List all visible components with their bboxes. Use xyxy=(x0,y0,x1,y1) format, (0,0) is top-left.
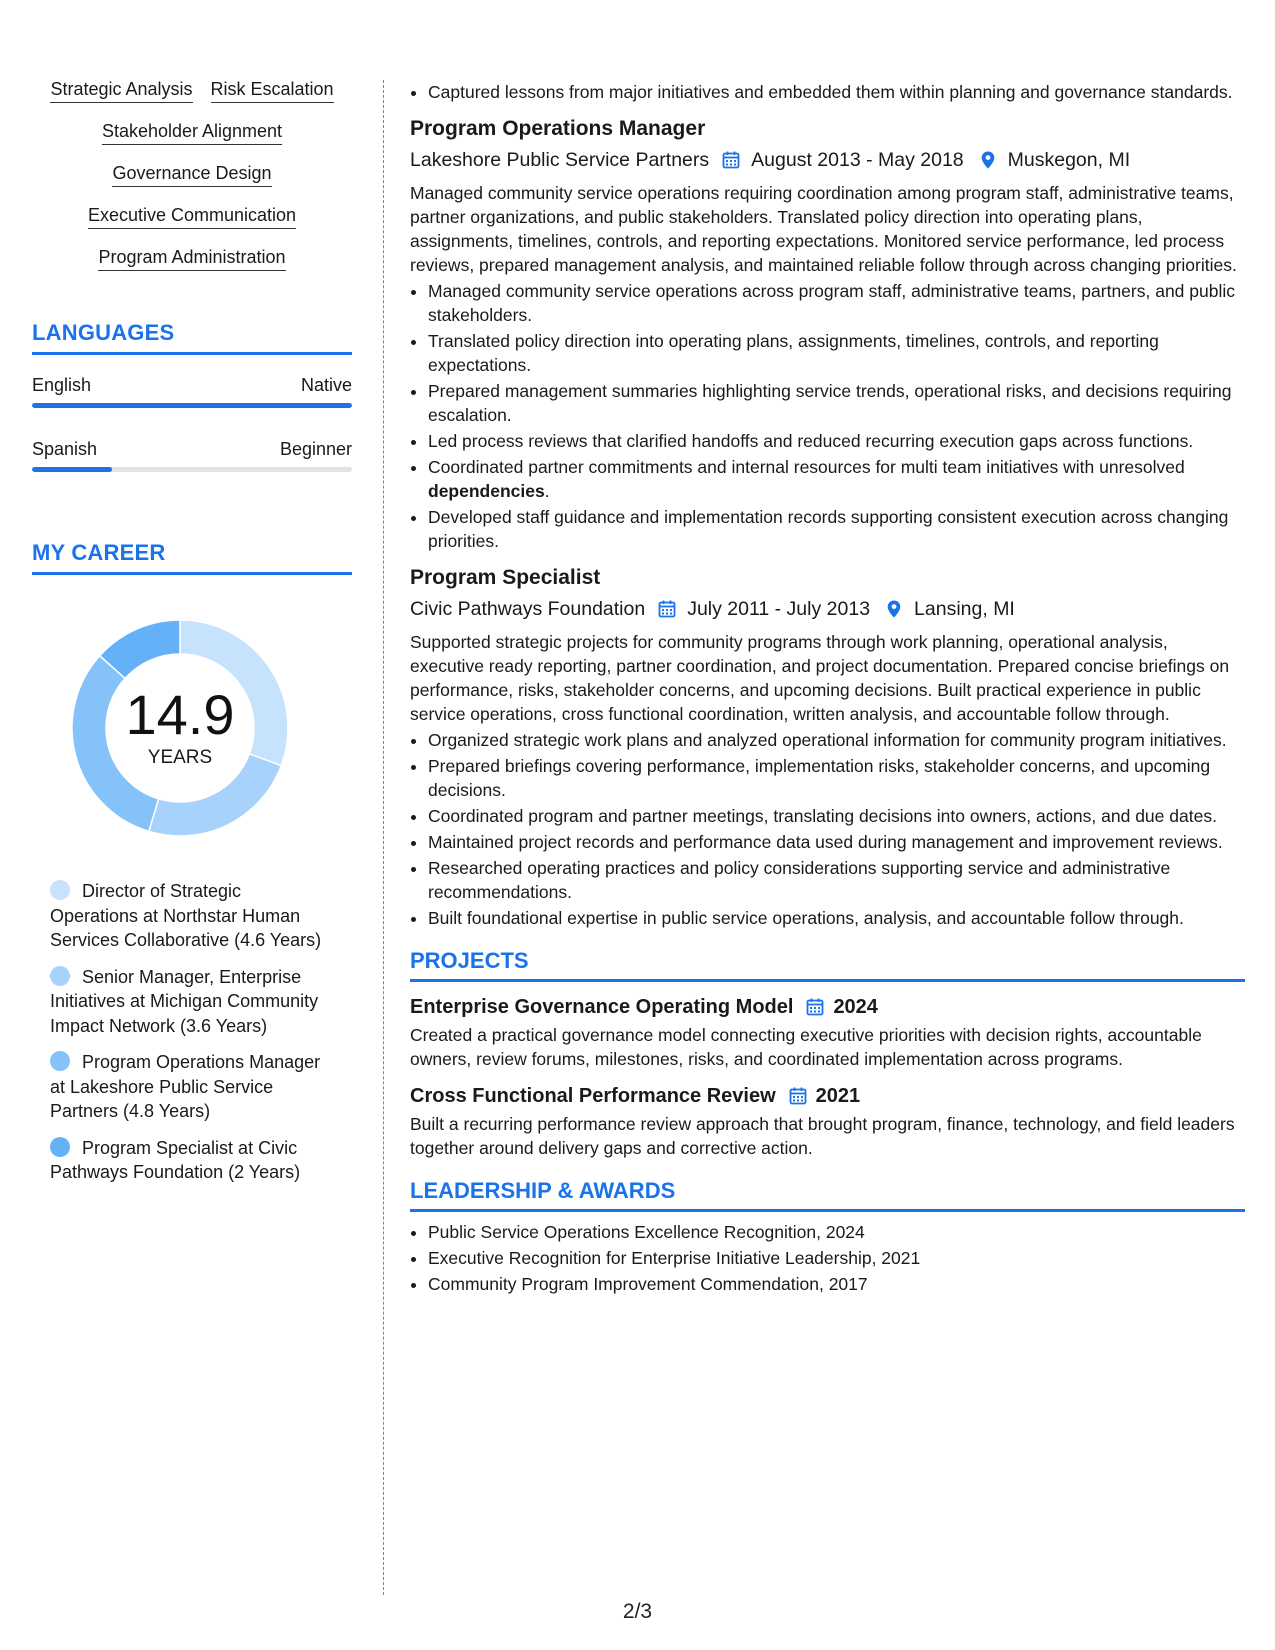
languages-section xyxy=(32,320,352,472)
sidebar xyxy=(32,78,352,1197)
project-entry xyxy=(410,1083,1245,1160)
career-total-years: 14.9 xyxy=(125,683,235,746)
legend-dot xyxy=(50,966,70,986)
job-entry xyxy=(410,565,1245,930)
bullet-item: • Prepared management summaries highlighting service trends, operational risks, and decisions requiring escalation. xyxy=(428,379,1245,427)
job-title: Program Specialist xyxy=(410,566,601,589)
job-meta xyxy=(410,147,1245,173)
language-level: Native xyxy=(300,375,352,395)
job-company: Civic Pathways Foundation xyxy=(410,598,646,620)
legend-label: Senior Manager, Enterprise Initiatives at Michigan Community Impact Network (3.6 Years) xyxy=(50,966,319,1036)
bullet-item: • Led process reviews that clarified handoffs and reduced recurring execution gaps across functions. xyxy=(428,429,1245,453)
column-divider xyxy=(383,80,384,1595)
language-item xyxy=(32,439,352,472)
job-summary: Supported strategic projects for community programs through work planning, operational analysis, executive ready reporting, partner coordination, and project documentation. Prepared concise briefings on performance, risks, stakeholder concerns, and upcoming decisions. Built practical experience in public service operations, cross functional coordination, written analysis, and accountable follow through. xyxy=(410,632,1230,724)
job-dates: August 2013 - May 2018 xyxy=(751,149,964,171)
legend-item xyxy=(50,1050,330,1124)
awards-list xyxy=(410,1220,1245,1296)
job-location: Muskegon, MI xyxy=(1007,149,1131,171)
main-content xyxy=(410,80,1245,1298)
career-total-unit: YEARS xyxy=(147,747,213,768)
page-number: 2/3 xyxy=(622,1600,653,1623)
award-item: • Public Service Operations Excellence Recognition, 2024 xyxy=(428,1220,1245,1244)
language-item xyxy=(32,375,352,408)
location-pin-icon xyxy=(884,599,904,619)
bullet-item: • Managed community service operations across program staff, administrative teams, partners, and public stakeholders. xyxy=(428,279,1245,327)
bullet-item: • Developed staff guidance and implementation records supporting consistent execution across changing priorities. xyxy=(428,505,1245,553)
bullet-item: • Coordinated program and partner meetings, translating decisions into owners, actions, and due dates. xyxy=(428,804,1245,828)
legend-dot xyxy=(50,1137,70,1157)
languages-heading: LANGUAGES xyxy=(32,320,352,355)
projects-heading: PROJECTS xyxy=(410,948,1245,982)
project-entry xyxy=(410,994,1245,1071)
bullet-item: • Built foundational expertise in public service operations, analysis, and accountable follow through. xyxy=(428,906,1245,930)
job-meta xyxy=(410,596,1245,622)
career-heading: MY CAREER xyxy=(32,540,352,575)
bullet-text: . xyxy=(544,481,550,501)
award-item: • Executive Recognition for Enterprise Initiative Leadership, 2021 xyxy=(428,1246,1245,1270)
legend-label: Director of Strategic Operations at Northstar Human Services Collaborative (4.6 Years) xyxy=(50,881,322,950)
language-level: Beginner xyxy=(279,439,352,459)
legend-label: Program Operations Manager at Lakeshore Public Service Partners (4.8 Years) xyxy=(50,1052,321,1121)
language-name: Spanish xyxy=(32,439,98,459)
skill-tag: Program Administration xyxy=(98,246,285,271)
language-bar xyxy=(32,403,352,408)
job-dates: July 2011 - July 2013 xyxy=(687,598,871,620)
language-name: English xyxy=(32,375,92,395)
legend-item xyxy=(50,879,330,953)
skill-tag: Governance Design xyxy=(112,162,271,187)
skill-tag: Executive Communication xyxy=(88,204,296,229)
legend-label: Program Specialist at Civic Pathways Foundation (2 Years) xyxy=(50,1137,301,1182)
job-title: Program Operations Manager xyxy=(410,117,706,140)
project-description: Built a recurring performance review approach that brought program, finance, technology, and field leaders together around delivery gaps and corrective action. xyxy=(410,1114,1235,1158)
bullet-text: Coordinated partner commitments and internal resources for multi team initiatives with unresolved xyxy=(428,457,1185,477)
location-pin-icon xyxy=(978,150,998,170)
calendar-icon xyxy=(721,150,741,170)
career-legend xyxy=(50,879,330,1185)
award-item: • Community Program Improvement Commendation, 2017 xyxy=(428,1272,1245,1296)
project-year: 2021 xyxy=(815,1085,861,1107)
awards-heading: LEADERSHIP & AWARDS xyxy=(410,1178,1245,1212)
job-entry xyxy=(410,116,1245,553)
career-donut-chart xyxy=(65,613,295,843)
calendar-icon xyxy=(788,1086,808,1106)
job-location: Lansing, MI xyxy=(914,598,1015,620)
bullet-item xyxy=(428,455,1245,503)
skill-tag: Stakeholder Alignment xyxy=(102,120,282,145)
bullet-bold-text: dependencies xyxy=(428,481,545,501)
language-bar xyxy=(32,467,352,472)
legend-dot xyxy=(50,880,70,900)
calendar-icon xyxy=(657,599,677,619)
project-year: 2024 xyxy=(833,996,878,1018)
career-section xyxy=(32,540,352,1185)
bullet-item: • Translated policy direction into operating plans, assignments, timelines, controls, and reporting expectations. xyxy=(428,329,1245,377)
bullet-item: • Prepared briefings covering performance, implementation risks, stakeholder concerns, and upcoming decisions. xyxy=(428,754,1245,802)
bullet-item: • Captured lessons from major initiatives and embedded them within planning and governance standards. xyxy=(428,80,1245,104)
skill-tag: Risk Escalation xyxy=(211,78,334,103)
carryover-bullets xyxy=(410,80,1245,104)
legend-dot xyxy=(50,1051,70,1071)
bullet-item: • Organized strategic work plans and analyzed operational information for community program initiatives. xyxy=(428,728,1245,752)
job-company: Lakeshore Public Service Partners xyxy=(410,149,710,171)
calendar-icon xyxy=(805,997,825,1017)
language-bar-fill xyxy=(32,403,352,408)
bullet-item: • Researched operating practices and policy considerations supporting service and administrative recommendations. xyxy=(428,856,1245,904)
job-bullets xyxy=(410,279,1245,553)
project-title: Cross Functional Performance Review xyxy=(410,1085,776,1107)
bullet-item: • Maintained project records and performance data used during management and improvement reviews. xyxy=(428,830,1245,854)
project-description: Created a practical governance model connecting executive priorities with decision rights, accountable owners, review forums, milestones, risks, and coordinated implementation across programs. xyxy=(410,1025,1202,1069)
job-summary: Managed community service operations requiring coordination among program staff, administrative teams, partner organizations, and public stakeholders. Translated policy direction into operating plans, assignments, timelines, controls, and reporting expectations. Monitored service performance, led process reviews, prepared management analysis, and maintained reliable follow through across changing priorities. xyxy=(410,183,1237,275)
job-bullets xyxy=(410,728,1245,930)
skill-tag: Strategic Analysis xyxy=(50,78,192,103)
legend-item xyxy=(50,965,330,1039)
project-title: Enterprise Governance Operating Model xyxy=(410,996,794,1018)
language-bar-fill xyxy=(32,467,112,472)
skills-list xyxy=(32,78,352,288)
legend-item xyxy=(50,1136,330,1185)
